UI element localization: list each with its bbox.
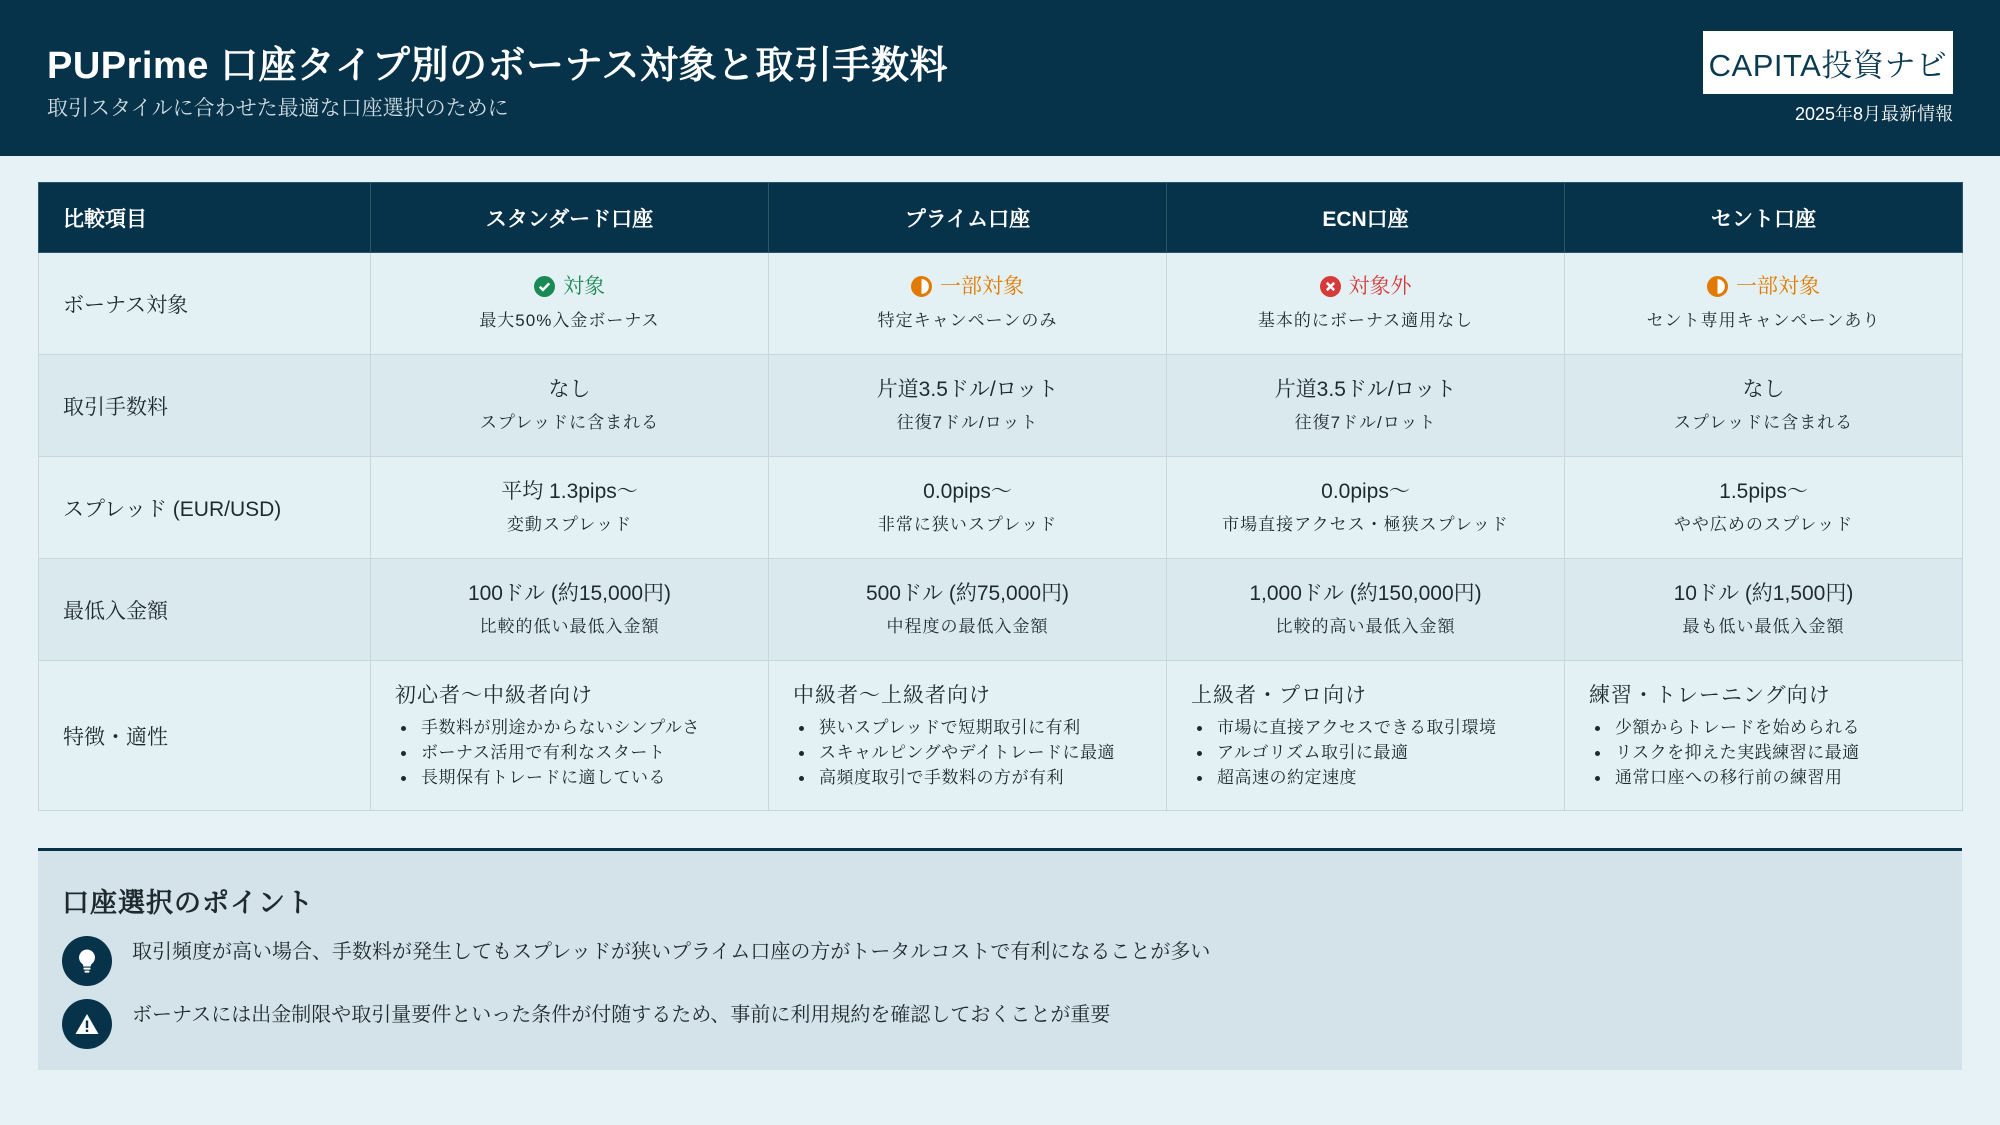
fee-note: スプレッドに含まれる bbox=[1673, 412, 1854, 432]
deposit-value: 500ドル (約75,000円) bbox=[865, 581, 1070, 605]
spread-note: 市場直接アクセス・極狭スプレッド bbox=[1222, 514, 1509, 534]
fee-value: なし bbox=[1742, 377, 1785, 401]
header-ecn-account: ECN口座 bbox=[1167, 183, 1565, 253]
bonus-note: セント専用キャンペーンあり bbox=[1646, 311, 1881, 331]
x-circle-icon bbox=[1320, 276, 1341, 297]
bonus-note: 特定キャンペーンのみ bbox=[877, 311, 1058, 331]
spread-note: 変動スプレッド bbox=[506, 514, 633, 534]
fee-note: スプレッドに含まれる bbox=[479, 412, 660, 432]
spread-cell-ecn bbox=[1167, 457, 1565, 559]
spread-cell-prime bbox=[769, 457, 1167, 559]
features-cell-cent bbox=[1565, 661, 1963, 811]
spread-value: 0.0pips〜 bbox=[1321, 479, 1410, 503]
list-item: リスクを抑えた実践練習に最適 bbox=[1589, 740, 1938, 765]
points-title: 口座選択のポイント bbox=[62, 888, 314, 918]
fee-cell-prime bbox=[769, 355, 1167, 457]
deposit-note: 比較的低い最低入金額 bbox=[479, 616, 660, 636]
features-title: 上級者・プロ向け bbox=[1191, 684, 1367, 707]
list-item: スキャルピングやデイトレードに最適 bbox=[793, 740, 1142, 765]
point-text: 取引頻度が高い場合、手数料が発生してもスプレッドが狭いプライム口座の方がトータルコストで有利になることが多い bbox=[132, 941, 1211, 963]
spread-note: やや広めのスプレッド bbox=[1673, 514, 1854, 534]
bonus-status: 対象外 bbox=[1348, 274, 1412, 298]
deposit-value: 1,000ドル (約150,000円) bbox=[1249, 581, 1482, 605]
lightbulb-icon bbox=[62, 936, 112, 986]
bonus-cell-prime bbox=[769, 253, 1167, 355]
row-label: 最低入金額 bbox=[39, 559, 371, 661]
deposit-note: 中程度の最低入金額 bbox=[886, 616, 1049, 636]
list-item: 市場に直接アクセスできる取引環境 bbox=[1191, 715, 1540, 740]
half-circle-icon bbox=[1707, 276, 1728, 297]
row-min-deposit bbox=[39, 559, 1963, 661]
bonus-cell-standard bbox=[371, 253, 769, 355]
fee-value: なし bbox=[548, 377, 591, 401]
features-title: 練習・トレーニング向け bbox=[1589, 684, 1831, 707]
header-prime-account: プライム口座 bbox=[769, 183, 1167, 253]
header-cent-account: セント口座 bbox=[1565, 183, 1963, 253]
page-header bbox=[0, 0, 2000, 156]
update-date: 2025年8月最新情報 bbox=[1794, 104, 1953, 124]
comparison-table bbox=[38, 182, 1963, 811]
deposit-note: 最も低い最低入金額 bbox=[1682, 616, 1845, 636]
point-item-tip bbox=[62, 936, 1210, 986]
row-fee bbox=[39, 355, 1963, 457]
fee-value: 片道3.5ドル/ロット bbox=[876, 377, 1059, 401]
fee-cell-standard bbox=[371, 355, 769, 457]
features-title: 初心者〜中級者向け bbox=[395, 684, 593, 707]
features-cell-standard bbox=[371, 661, 769, 811]
row-label: 特徴・適性 bbox=[39, 661, 371, 811]
header-comparison-item: 比較項目 bbox=[39, 183, 371, 253]
deposit-note: 比較的高い最低入金額 bbox=[1275, 616, 1456, 636]
page-subtitle: 取引スタイルに合わせた最適な口座選択のために bbox=[47, 97, 509, 120]
warning-icon bbox=[62, 999, 112, 1049]
row-features bbox=[39, 661, 1963, 811]
check-circle-icon bbox=[534, 276, 555, 297]
bonus-status: 一部対象 bbox=[1736, 274, 1820, 298]
row-label: 取引手数料 bbox=[39, 355, 371, 457]
deposit-cell-cent bbox=[1565, 559, 1963, 661]
bonus-note: 最大50%入金ボーナス bbox=[479, 311, 660, 331]
list-item: 超高速の約定速度 bbox=[1191, 765, 1540, 790]
row-label: スプレッド (EUR/USD) bbox=[39, 457, 371, 559]
half-circle-icon bbox=[911, 276, 932, 297]
spread-note: 非常に狭いスプレッド bbox=[877, 514, 1058, 534]
list-item: 長期保有トレードに適している bbox=[395, 765, 744, 790]
features-cell-prime bbox=[769, 661, 1167, 811]
features-list bbox=[1589, 715, 1938, 790]
spread-value: 1.5pips〜 bbox=[1719, 479, 1808, 503]
row-label: ボーナス対象 bbox=[39, 253, 371, 355]
point-text: ボーナスには出金制限や取引量要件といった条件が付随するため、事前に利用規約を確認しておくことが重要 bbox=[132, 1004, 1111, 1026]
features-list bbox=[1191, 715, 1540, 790]
deposit-cell-standard bbox=[371, 559, 769, 661]
list-item: アルゴリズム取引に最適 bbox=[1191, 740, 1540, 765]
fee-value: 片道3.5ドル/ロット bbox=[1274, 377, 1457, 401]
point-item-warning bbox=[62, 999, 1110, 1049]
spread-value: 0.0pips〜 bbox=[923, 479, 1012, 503]
row-bonus bbox=[39, 253, 1963, 355]
bonus-status: 対象 bbox=[563, 274, 605, 298]
list-item: 少額からトレードを始められる bbox=[1589, 715, 1938, 740]
page-title: PUPrime 口座タイプ別のボーナス対象と取引手数料 bbox=[47, 45, 949, 87]
fee-cell-cent bbox=[1565, 355, 1963, 457]
fee-note: 往復7ドル/ロット bbox=[896, 412, 1039, 432]
list-item: ボーナス活用で有利なスタート bbox=[395, 740, 744, 765]
fee-note: 往復7ドル/ロット bbox=[1294, 412, 1437, 432]
spread-cell-cent bbox=[1565, 457, 1963, 559]
bonus-status: 一部対象 bbox=[940, 274, 1024, 298]
features-list bbox=[395, 715, 744, 790]
list-item: 高頻度取引で手数料の方が有利 bbox=[793, 765, 1142, 790]
features-list bbox=[793, 715, 1142, 790]
row-spread bbox=[39, 457, 1963, 559]
bonus-cell-ecn bbox=[1167, 253, 1565, 355]
site-logo[interactable]: CAPITA投資ナビ bbox=[1703, 31, 1953, 94]
spread-cell-standard bbox=[371, 457, 769, 559]
bonus-cell-cent bbox=[1565, 253, 1963, 355]
list-item: 狭いスプレッドで短期取引に有利 bbox=[793, 715, 1142, 740]
fee-cell-ecn bbox=[1167, 355, 1565, 457]
table-header-row bbox=[39, 183, 1963, 253]
deposit-value: 10ドル (約1,500円) bbox=[1673, 581, 1854, 605]
header-standard-account: スタンダード口座 bbox=[371, 183, 769, 253]
list-item: 通常口座への移行前の練習用 bbox=[1589, 765, 1938, 790]
list-item: 手数料が別途かからないシンプルさ bbox=[395, 715, 744, 740]
features-title: 中級者〜上級者向け bbox=[793, 684, 991, 707]
spread-value: 平均 1.3pips〜 bbox=[501, 479, 638, 503]
bonus-note: 基本的にボーナス適用なし bbox=[1257, 311, 1474, 331]
deposit-cell-ecn bbox=[1167, 559, 1565, 661]
selection-points-panel bbox=[38, 848, 1962, 1070]
deposit-value: 100ドル (約15,000円) bbox=[467, 581, 672, 605]
deposit-cell-prime bbox=[769, 559, 1167, 661]
features-cell-ecn bbox=[1167, 661, 1565, 811]
